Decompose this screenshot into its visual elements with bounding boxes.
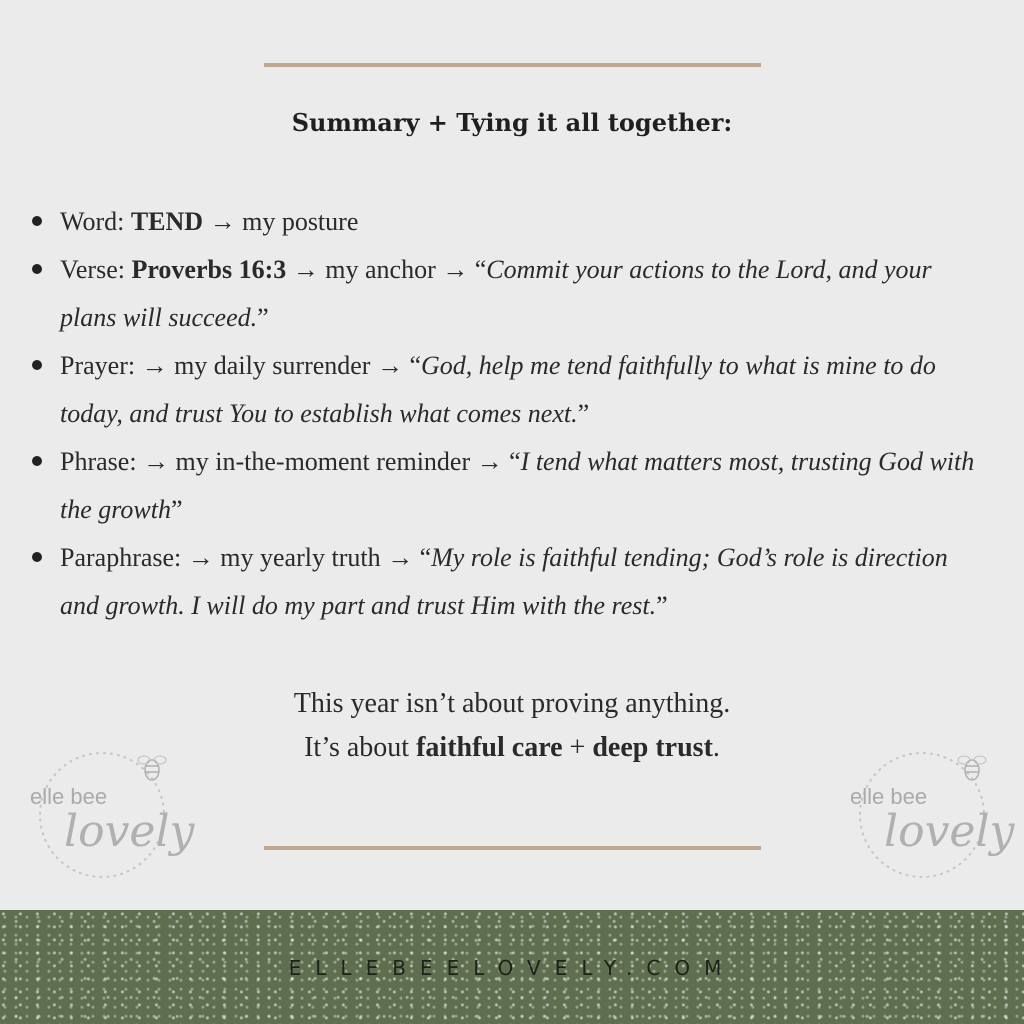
logo-top-text: elle bee [30, 784, 108, 809]
logo-script-text: lovely [884, 806, 1015, 857]
brand-logo-left [22, 740, 195, 890]
list-item-phrase: Phrase: → my in-the-moment reminder → “I tend what matters most, trusting God with the growth” [30, 438, 990, 534]
footer-band [0, 910, 1024, 1024]
list-item-paraphrase: Paraphrase: → my yearly truth → “My role is faithful tending; God’s role is direction and growth. I will do my part and trust Him with the rest.” [30, 534, 990, 630]
logo-script-text: lovely [64, 806, 195, 857]
footer-site-url[interactable]: ELLEBEELOVELY.COM [288, 956, 736, 980]
bottom-divider [264, 846, 761, 850]
logo-top-text: elle bee [850, 784, 928, 809]
list-item-verse: Verse: Proverbs 16:3 → my anchor → “Commit your actions to the Lord, and your plans will succeed.” [30, 246, 990, 342]
closing-line-1: This year isn’t about proving anything. [293, 688, 731, 719]
summary-title: Summary + Tying it all together: [291, 108, 733, 137]
list-item-word: Word: TEND → my posture [30, 198, 990, 246]
closing-line-2: It’s about faithful care + deep trust. [304, 732, 720, 763]
summary-list [30, 198, 990, 630]
brand-logo-right [842, 740, 1015, 890]
top-divider [264, 63, 761, 67]
list-item-prayer: Prayer: → my daily surrender → “God, help me tend faithfully to what is mine to do today, and trust You to establish what comes next.” [30, 342, 990, 438]
